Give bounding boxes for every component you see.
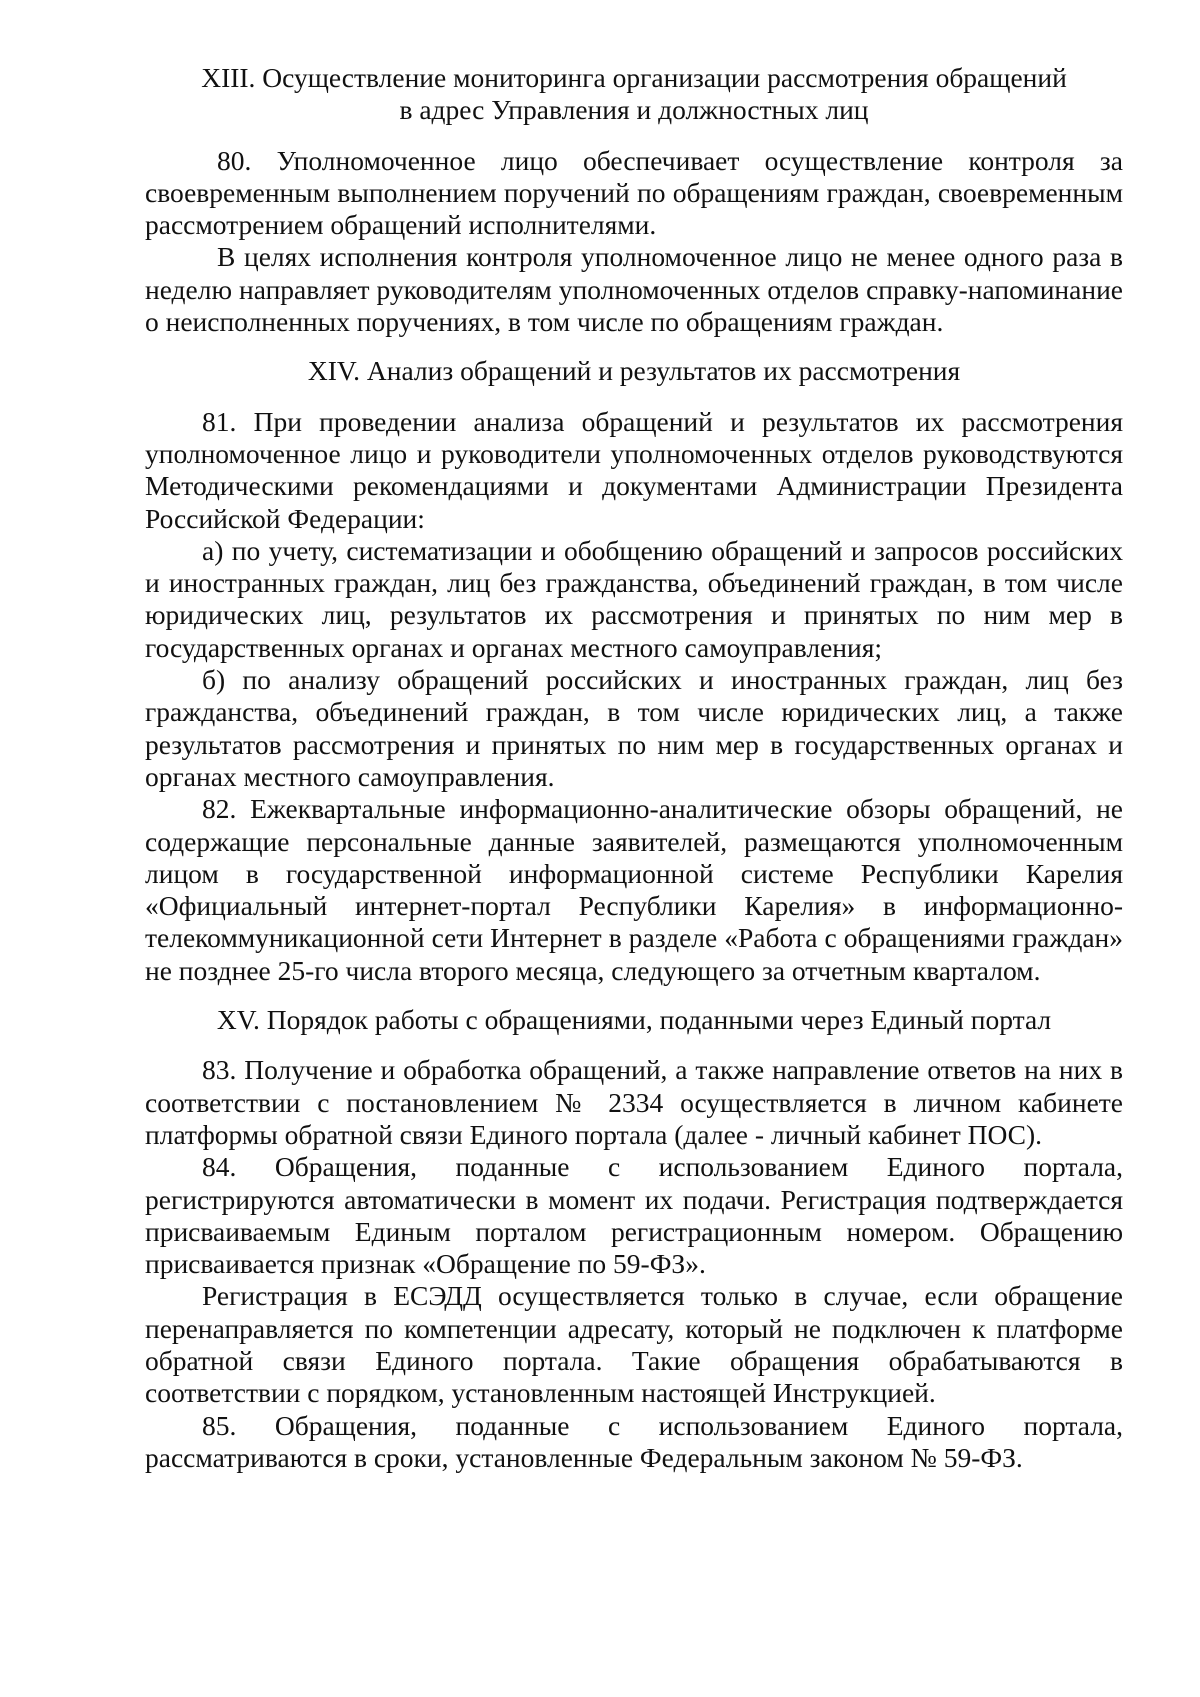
paragraph-85: 85. Обращения, поданные с использованием Единого портала, рассматриваются в сроки, установленные Федеральным законом № 59-ФЗ. [145, 1409, 1123, 1473]
paragraph-81: 81. При проведении анализа обращений и результатов их рассмотрения уполномоченное лицо и руководители уполномоченных отделов руководствуются Методическими рекомендациями и документами Администрации Президента Российской Федерации: [145, 405, 1123, 534]
paragraph-83: 83. Получение и обработка обращений, а также направление ответов на них в соответствии с постановлением № 2334 осуществляется в личном кабинете платформы обратной связи Единого портала (далее - личный кабинет ПОС). [145, 1054, 1123, 1150]
section-13-title-line2: в адрес Управления и должностных лиц [399, 94, 869, 126]
section-13-title-line1: XIII. Осуществление мониторинга организации рассмотрения обращений [201, 62, 1067, 93]
section-13-heading [145, 62, 1123, 127]
paragraph-84-registration: Регистрация в ЕСЭДД осуществляется только в случае, если обращение перенаправляется по компетенции адресату, который не подключен к платформе обратной связи Единого портала. Такие обращения обрабатываются в соответствии с порядком, установленным настоящей Инструкцией. [145, 1280, 1123, 1409]
section-14-heading: XIV. Анализ обращений и результатов их рассмотрения [307, 355, 961, 387]
document-page [145, 62, 1123, 1474]
paragraph-81-a: а) по учету, систематизации и обобщению обращений и запросов российских и иностранных граждан, лиц без гражданства, объединений граждан, в том числе юридических лиц, результатов их рассмотрения и принятых по ним мер в государственных органах и органах местного самоуправления; [145, 534, 1123, 663]
paragraph-84: 84. Обращения, поданные с использованием Единого портала, регистрируются автоматически в момент их подачи. Регистрация подтверждается присваиваемым Единым порталом регистрационным номером. Обращению присваивается признак «Обращение по 59-ФЗ». [145, 1151, 1123, 1280]
paragraph-80: 80. Уполномоченное лицо обеспечивает осуществление контроля за своевременным выполнением поручений по обращениям граждан, своевременным рассмотрением обращений исполнителями. [145, 144, 1123, 241]
section-15-heading: XV. Порядок работы с обращениями, поданными через Единый портал [216, 1004, 1052, 1036]
paragraph-80-control: В целях исполнения контроля уполномоченное лицо не менее одного раза в неделю направляет руководителям уполномоченных отделов справку-напоминание о неисполненных поручениях, в том числе по обращениям граждан. [145, 241, 1123, 338]
paragraph-81-b: б) по анализу обращений российских и иностранных граждан, лиц без гражданства, объединений граждан, в том числе юридических лиц, а также результатов рассмотрения и принятых по ним мер в государственных органах и органах местного самоуправления. [145, 664, 1123, 792]
paragraph-82: 82. Ежеквартальные информационно-аналитические обзоры обращений, не содержащие персональные данные заявителей, размещаются уполномоченным лицом в государственной информационной системе Республики Карелия «Официальный интернет-портал Республики Карелия» в информационно-телекоммуникационной сети Интернет в разделе «Работа с обращениями граждан» не позднее 25-го числа второго месяца, следующего за отчетным кварталом. [145, 793, 1123, 986]
